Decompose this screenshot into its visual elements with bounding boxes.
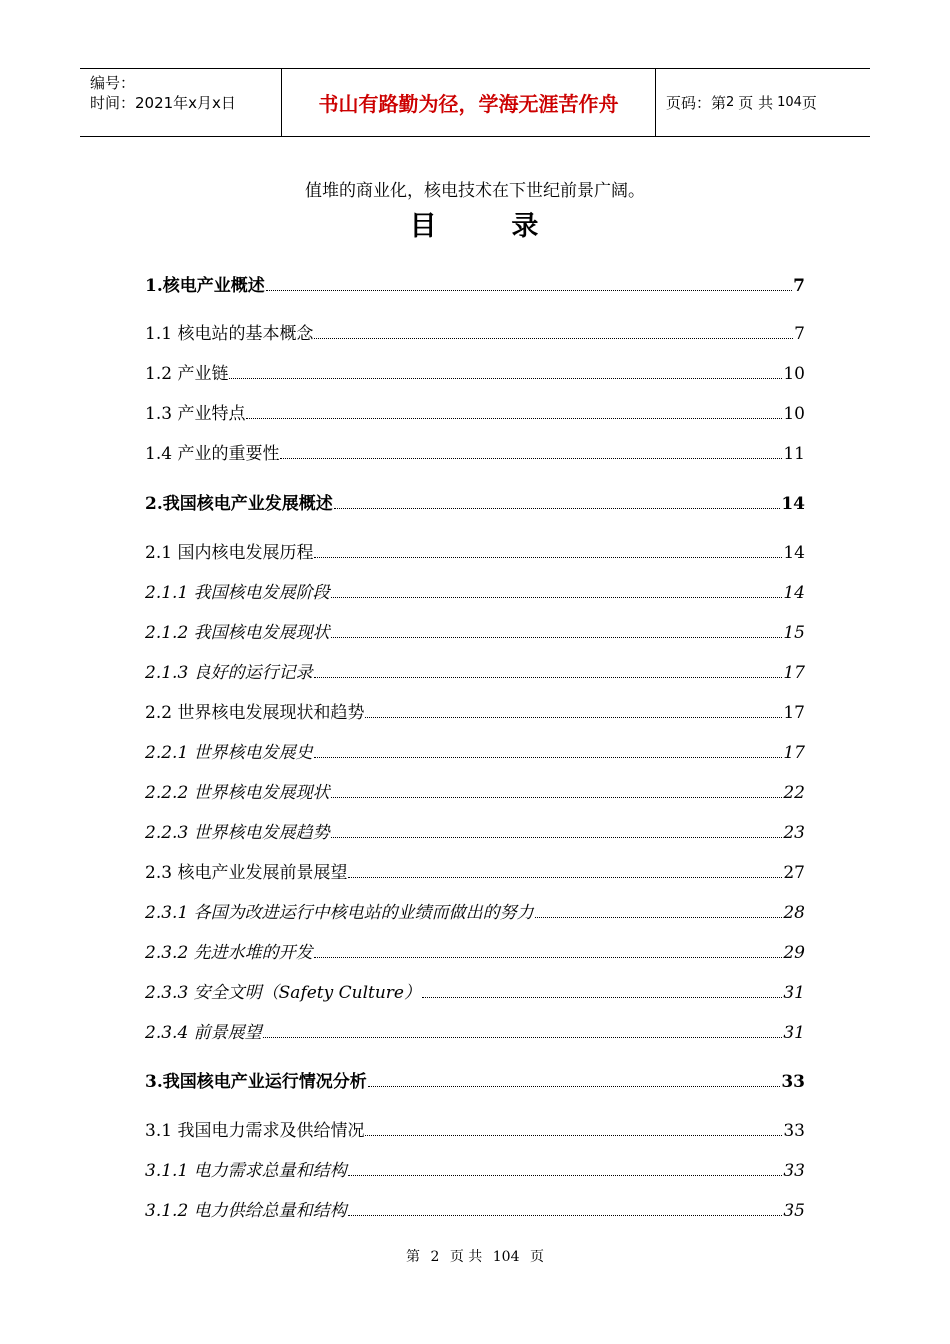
toc-entry-title: 3.1 我国电力需求及供给情况 bbox=[145, 1121, 365, 1141]
toc-entry-page: 33 bbox=[781, 1072, 805, 1092]
toc-entry[interactable] bbox=[145, 1119, 805, 1143]
toc-entry-page: 29 bbox=[783, 943, 805, 963]
toc-entry-title: 2.3.1 各国为改进运行中核电站的业绩而做出的努力 bbox=[145, 903, 534, 923]
toc-entry-page: 33 bbox=[783, 1121, 805, 1141]
toc-dot-leader bbox=[422, 981, 782, 998]
footer-mid: 页 共 bbox=[449, 1249, 483, 1265]
toc-entry-title: 2.3 核电产业发展前景展望 bbox=[145, 863, 348, 883]
toc-entry-title: 2.3.2 先进水堆的开发 bbox=[145, 943, 313, 963]
footer-page: 2 bbox=[430, 1249, 440, 1265]
toc-entry-title: 2.3.3 安全文明（Safety Culture） bbox=[145, 983, 421, 1003]
toc-entry-title: 1.3 产业特点 bbox=[145, 404, 246, 424]
toc-dot-leader bbox=[314, 661, 783, 678]
toc-entry[interactable] bbox=[145, 402, 805, 426]
page-total: 104 bbox=[777, 95, 802, 110]
intro-text: 值堆的商业化，核电技术在下世纪前景广阔。 bbox=[305, 181, 645, 201]
toc-dot-leader bbox=[365, 1119, 782, 1136]
toc-entry-page: 15 bbox=[783, 623, 805, 643]
toc-entry[interactable] bbox=[145, 701, 805, 725]
toc-entry-title: 2.1.2 我国核电发展现状 bbox=[145, 623, 330, 643]
toc-entry-title: 2.2.3 世界核电发展趋势 bbox=[145, 823, 330, 843]
toc-dot-leader bbox=[314, 322, 793, 339]
toc-entry-page: 7 bbox=[793, 276, 805, 296]
footer-prefix: 第 bbox=[406, 1249, 421, 1265]
footer-total: 104 bbox=[492, 1249, 520, 1265]
toc-dot-leader bbox=[365, 701, 782, 718]
header-motto-cell bbox=[282, 69, 656, 136]
footer-suffix: 页 bbox=[529, 1249, 544, 1265]
page-prefix: 页码：第 bbox=[666, 94, 727, 112]
toc-entry[interactable] bbox=[145, 442, 805, 466]
toc-dot-leader bbox=[348, 1159, 783, 1176]
toc-entry[interactable] bbox=[145, 1070, 805, 1094]
page-suffix: 页 bbox=[801, 94, 817, 112]
toc-title-char-2: 录 bbox=[511, 211, 541, 242]
toc-entry-page: 31 bbox=[783, 1023, 805, 1043]
page-footer bbox=[0, 1246, 950, 1266]
toc-dot-leader bbox=[246, 402, 782, 419]
toc-entry-title: 2.2.1 世界核电发展史 bbox=[145, 743, 313, 763]
toc-entry[interactable] bbox=[145, 901, 805, 925]
toc-dot-leader bbox=[348, 1199, 783, 1216]
toc-entry-title: 3.1.1 电力需求总量和结构 bbox=[145, 1161, 347, 1181]
toc-entry[interactable] bbox=[145, 492, 805, 516]
toc-dot-leader bbox=[314, 541, 782, 558]
toc-entry-page: 10 bbox=[783, 404, 805, 424]
header-table bbox=[80, 68, 870, 137]
toc-entry[interactable] bbox=[145, 1021, 805, 1045]
toc-entry-title: 1.2 产业链 bbox=[145, 364, 229, 384]
toc-entry[interactable] bbox=[145, 322, 805, 346]
toc-entry[interactable] bbox=[145, 1159, 805, 1183]
toc-entry[interactable] bbox=[145, 621, 805, 645]
toc-entry-page: 17 bbox=[783, 663, 805, 683]
toc-entry-page: 14 bbox=[783, 583, 805, 603]
motto-text: 书山有路勤为径，学海无涯苦作舟 bbox=[318, 92, 619, 116]
header-meta-cell bbox=[80, 69, 282, 136]
toc-dot-leader bbox=[314, 741, 783, 758]
toc-entry[interactable] bbox=[145, 981, 805, 1005]
toc-dot-leader bbox=[331, 821, 783, 838]
toc-entry-page: 28 bbox=[783, 903, 805, 923]
toc-entry[interactable] bbox=[145, 821, 805, 845]
toc-dot-leader bbox=[334, 492, 781, 509]
toc-entry-page: 17 bbox=[783, 703, 805, 723]
toc-entry-title: 2.1.3 良好的运行记录 bbox=[145, 663, 313, 683]
toc-entry-title: 3.我国核电产业运行情况分析 bbox=[145, 1072, 367, 1092]
toc-entry-page: 31 bbox=[783, 983, 805, 1003]
toc-entry[interactable] bbox=[145, 861, 805, 885]
toc-entry-title: 2.1 国内核电发展历程 bbox=[145, 543, 314, 563]
toc-entry-page: 35 bbox=[783, 1201, 805, 1221]
toc-dot-leader bbox=[331, 781, 783, 798]
toc-dot-leader bbox=[314, 941, 783, 958]
toc-dot-leader bbox=[368, 1070, 781, 1087]
toc-title bbox=[0, 204, 950, 243]
toc-entry[interactable] bbox=[145, 581, 805, 605]
toc-entry-title: 2.我国核电产业发展概述 bbox=[145, 494, 333, 514]
toc-entry-page: 14 bbox=[781, 494, 805, 514]
header-page-cell bbox=[656, 69, 870, 136]
toc-entry-page: 22 bbox=[783, 783, 805, 803]
toc-entry-title: 2.2.2 世界核电发展现状 bbox=[145, 783, 330, 803]
toc-entry-page: 17 bbox=[783, 743, 805, 763]
toc-entry-page: 10 bbox=[783, 364, 805, 384]
toc-entry-title: 2.1.1 我国核电发展阶段 bbox=[145, 583, 330, 603]
toc-entry-title: 2.3.4 前景展望 bbox=[145, 1023, 262, 1043]
toc-entry[interactable] bbox=[145, 741, 805, 765]
toc-entry[interactable] bbox=[145, 941, 805, 965]
toc-dot-leader bbox=[331, 581, 783, 598]
page-mid: 页 共 bbox=[738, 94, 774, 112]
toc-entry-title: 1.核电产业概述 bbox=[145, 276, 265, 296]
toc-entry-page: 11 bbox=[783, 444, 805, 464]
toc-entry-page: 14 bbox=[783, 543, 805, 563]
time-label: 时间：2021年x月x日 bbox=[90, 94, 236, 112]
toc-entry-title: 3.1.2 电力供给总量和结构 bbox=[145, 1201, 347, 1221]
toc-entry-page: 23 bbox=[783, 823, 805, 843]
toc-dot-leader bbox=[229, 362, 782, 379]
toc-entry[interactable] bbox=[145, 541, 805, 565]
toc-entry[interactable] bbox=[145, 781, 805, 805]
toc-entry-title: 2.2 世界核电发展现状和趋势 bbox=[145, 703, 365, 723]
toc-entry-page: 27 bbox=[783, 863, 805, 883]
toc-entry[interactable] bbox=[145, 362, 805, 386]
page-number: 2 bbox=[726, 95, 735, 110]
toc-entry[interactable] bbox=[145, 661, 805, 685]
toc-dot-leader bbox=[331, 621, 783, 638]
id-label: 编号： bbox=[90, 74, 136, 92]
toc-entry[interactable] bbox=[145, 1199, 805, 1223]
toc-dot-leader bbox=[266, 274, 792, 291]
toc-dot-leader bbox=[535, 901, 783, 918]
toc-entry[interactable] bbox=[145, 274, 805, 298]
toc-entry-page: 33 bbox=[783, 1161, 805, 1181]
toc-entry-title: 1.4 产业的重要性 bbox=[145, 444, 280, 464]
toc-dot-leader bbox=[348, 861, 782, 878]
toc-entry-page: 7 bbox=[794, 324, 805, 344]
toc-entry-title: 1.1 核电站的基本概念 bbox=[145, 324, 314, 344]
toc-title-char-1: 目 bbox=[409, 211, 439, 242]
toc-dot-leader bbox=[263, 1021, 783, 1038]
toc-dot-leader bbox=[280, 442, 782, 459]
